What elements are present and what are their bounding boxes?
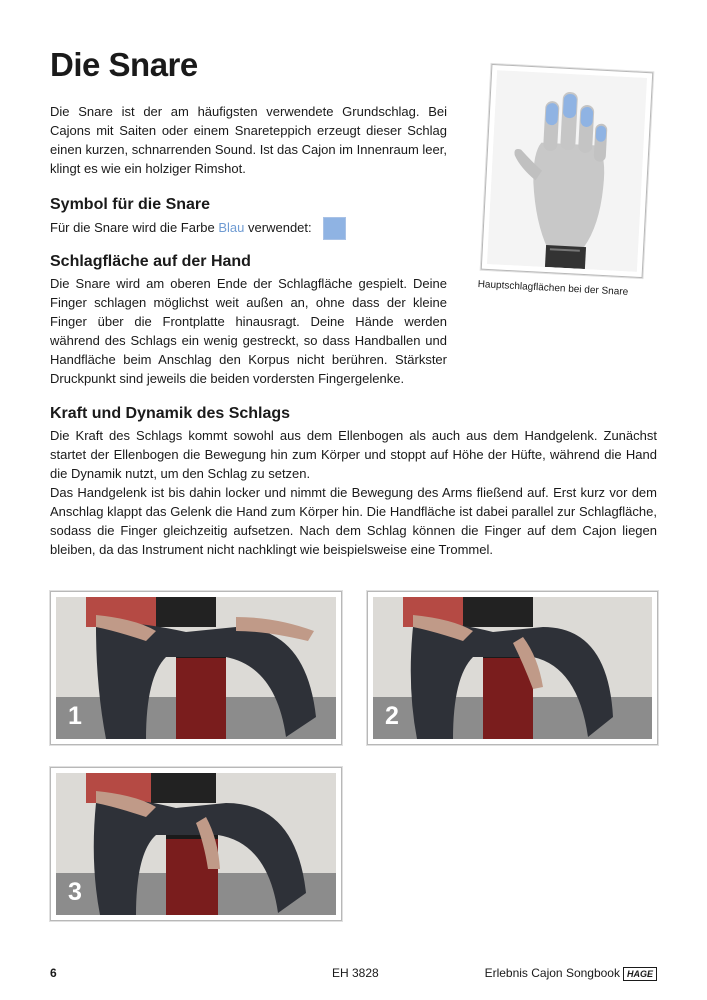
kraft-paragraph-1: Die Kraft des Schlags kommt sowohl aus dem Ellenbogen als auch aus dem Handgelenk. Zunächst startet der Ellenbogen die Bewegung hin zum Körper und stoppt auf Höhe der Hüfte, während die Hand die Dynamik nutzt, um den Schlag zu setzen. — [50, 428, 657, 481]
edition-code: EH 3828 — [332, 966, 379, 980]
symbol-line — [50, 217, 390, 240]
photo-2-number: 2 — [385, 702, 399, 730]
page-title: Die Snare — [50, 46, 198, 83]
cajon-player-illustration — [56, 597, 336, 739]
photo-1 — [50, 591, 342, 745]
kraft-heading: Kraft und Dynamik des Schlags — [50, 405, 291, 422]
cajon-player-illustration — [56, 773, 336, 915]
page-number: 6 — [50, 966, 57, 980]
hand-photo — [481, 64, 654, 278]
snare-color-swatch — [323, 217, 346, 240]
kraft-paragraph-2: Das Handgelenk ist bis dahin locker und nimmt die Bewegung des Arms fließend auf. Erst kurz vor dem Anschlag klappt das Gelenk die Hand zum Körper hin. Die Handfläche ist dabei parallel zur Schlagfläche, sodass die Finger gleichzeitig aufsetzen. Nach dem Schlag können die Finger auf dem Cajon liegen bleiben, da das Instrument nicht nachklingt wie beispielsweise eine Trommel. — [50, 485, 657, 557]
intro-paragraph: Die Snare ist der am häufigsten verwendete Grundschlag. Bei Cajons mit Saiten oder einem Snareteppich erzeugt dieser Schlag einen kurzen, schnarrenden Sound. Ist das Cajon im Innenraum leer, klingt es wie ein holziger Rimshot. — [50, 104, 447, 176]
hand-illustration — [487, 70, 647, 272]
book-title-text: Erlebnis Cajon Songbook — [484, 966, 620, 980]
symbol-heading: Symbol für die Snare — [50, 196, 211, 213]
photo-3-number: 3 — [68, 878, 82, 906]
cajon-player-illustration — [373, 597, 652, 739]
symbol-color-word: Blau — [218, 219, 245, 235]
symbol-text-before: Für die Snare wird die Farbe — [50, 219, 215, 235]
photo-2 — [367, 591, 658, 745]
hand-paragraph: Die Snare wird am oberen Ende der Schlagfläche gespielt. Deine Finger schlagen möglichst weit außen an, ohne dass der kleine Finger über die Frontplatte hinausragt. Deine Hände werden während des Schlags ein wenig gestreckt, so dass Handballen und Handfläche beim Anschlag den Korpus nicht berühren. Stärkster Druckpunkt sind jeweils die beiden vordersten Fingergelenke. — [50, 276, 447, 386]
symbol-text-after: verwendet: — [248, 219, 312, 235]
book-title — [485, 966, 657, 981]
hand-heading: Schlagfläche auf der Hand — [50, 253, 251, 270]
photo-3 — [50, 767, 342, 921]
publisher-logo: HAGE — [623, 967, 657, 981]
hand-photo-caption: Hauptschlagflächen bei der Snare — [477, 279, 629, 298]
photo-1-number: 1 — [68, 702, 82, 730]
